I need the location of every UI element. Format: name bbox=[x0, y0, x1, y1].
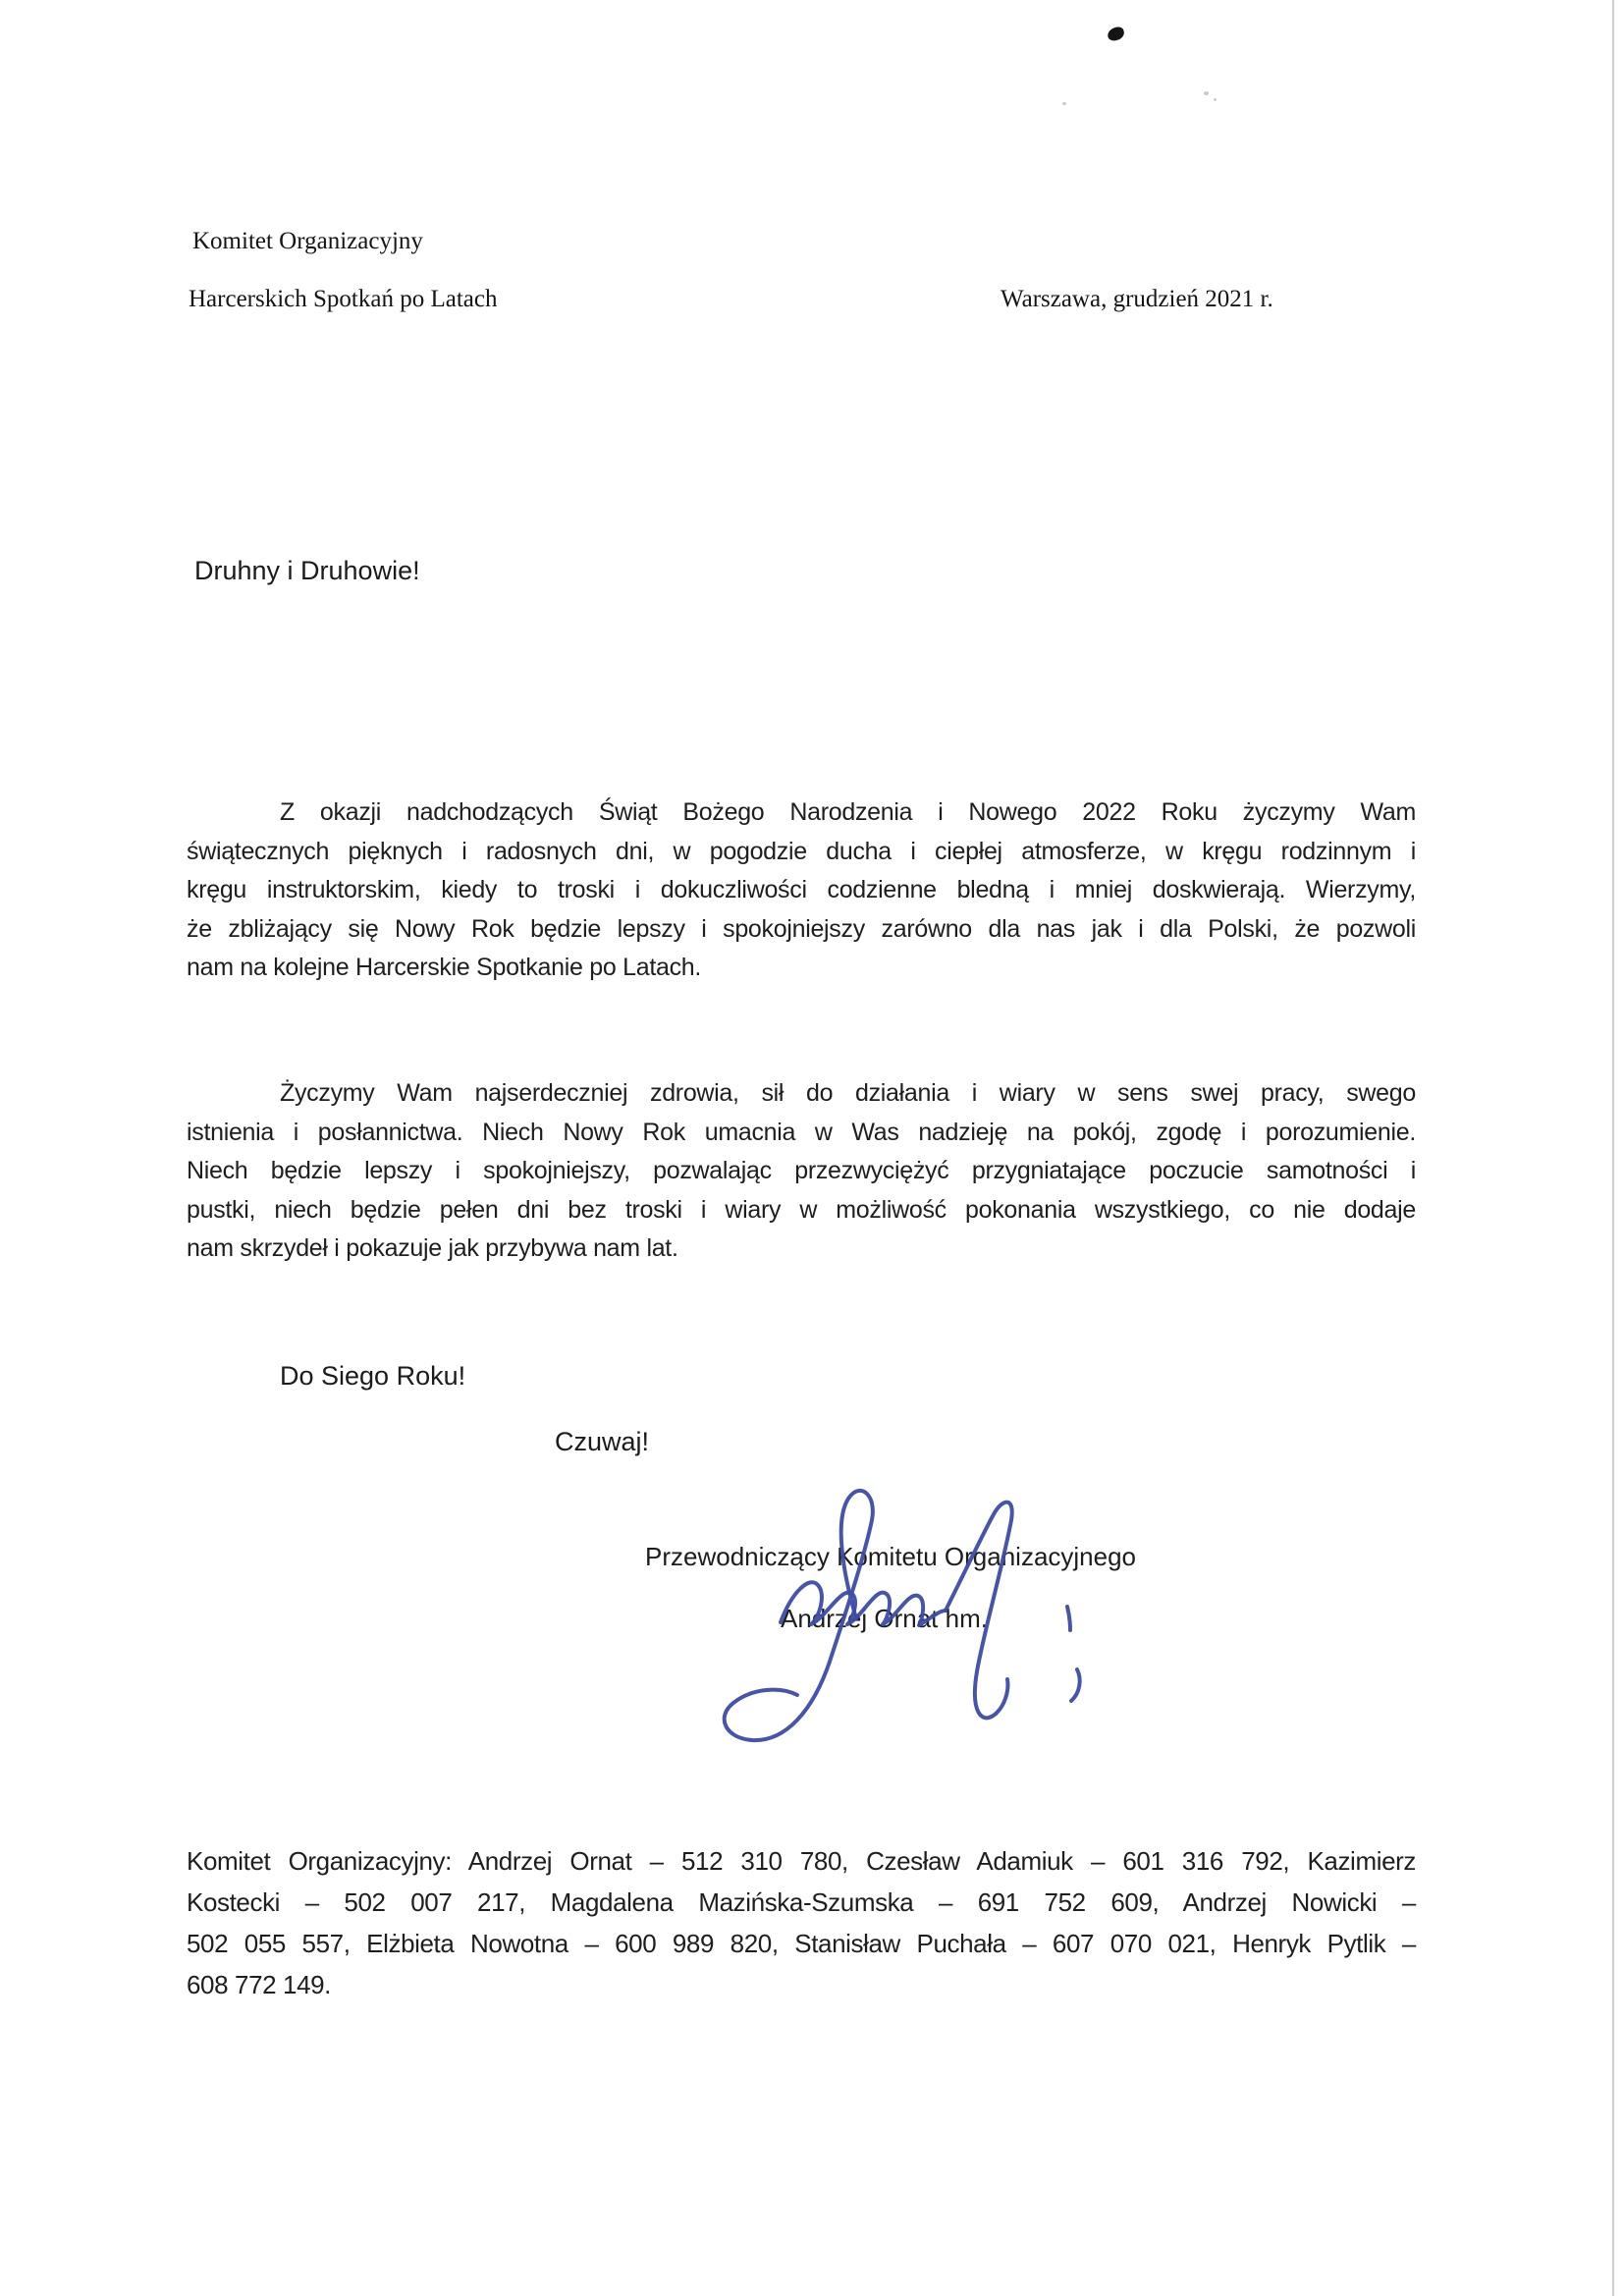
scan-dot bbox=[1214, 98, 1217, 101]
text-line: Niech będzie lepszy i spokojniejszy, pozwalając przezwyciężyć przygniatające poczucie samotności i bbox=[187, 1157, 1416, 1184]
sender-org-line1: Komitet Organizacyjny bbox=[192, 228, 423, 254]
text-line: Kostecki – 502 007 217, Magdalena Mazińska-Szumska – 691 752 609, Andrzej Nowicki – bbox=[187, 1887, 1416, 1917]
salutation: Druhny i Druhowie! bbox=[194, 556, 420, 585]
place-date: Warszawa, grudzień 2021 r. bbox=[1001, 286, 1273, 312]
scan-edge-line bbox=[1612, 0, 1614, 2296]
signature-stroke bbox=[781, 1582, 946, 1625]
signatory-name: Andrzej Ornat hm. bbox=[781, 1604, 988, 1633]
scan-dot bbox=[1062, 102, 1066, 105]
handwritten-signature bbox=[677, 1473, 1109, 1758]
text-line: że zbliżający się Nowy Rok będzie lepszy i spokojniejszy zarówno dla nas jak i dla Polski, że pozwoli bbox=[187, 914, 1416, 943]
text-line: 608 772 149. bbox=[187, 1970, 332, 1999]
sender-org-line2: Harcerskich Spotkań po Latach bbox=[189, 286, 498, 312]
signature-stroke bbox=[946, 1503, 1012, 1719]
text-line: Komitet Organizacyjny: Andrzej Ornat – 512 310 780, Czesław Adamiuk – 601 316 792, Kazimierz bbox=[187, 1846, 1416, 1876]
text-line: pustki, niech będzie pełen dni bez troski i wiary w możliwość pokonania wszystkiego, co nie dodaje bbox=[187, 1195, 1416, 1224]
text-line: nam skrzydeł i pokazuje jak przybywa nam lat. bbox=[187, 1234, 678, 1262]
signature-stroke bbox=[1067, 1607, 1070, 1630]
footer-contacts bbox=[187, 1840, 1416, 2005]
paragraph-holiday-wishes bbox=[187, 793, 1416, 988]
scan-speck bbox=[1107, 26, 1126, 42]
text-line: istnienia i posłannictwa. Niech Nowy Rok umacnia w Was nadzieję na pokój, zgodę i porozumienie. bbox=[187, 1118, 1416, 1146]
text-line: kręgu instruktorskim, kiedy to troski i dokuczliwości codzienne bledną i mniej doskwierają. Wierzymy, bbox=[187, 876, 1416, 903]
scan-dot bbox=[1204, 91, 1209, 95]
signatory-title: Przewodniczący Komitetu Organizacyjnego bbox=[645, 1542, 1137, 1571]
signature-stroke bbox=[1071, 1669, 1080, 1701]
signature-stroke bbox=[725, 1491, 873, 1740]
text-line: Z okazji nadchodzących Świąt Bożego Narodzenia i Nowego 2022 Roku życzymy Wam bbox=[280, 798, 1416, 826]
text-line: nam na kolejne Harcerskie Spotkanie po Latach. bbox=[187, 954, 702, 981]
closing-czuwaj: Czuwaj! bbox=[555, 1427, 650, 1456]
closing-do-siego-roku: Do Siego Roku! bbox=[280, 1361, 466, 1391]
text-line: Życzymy Wam najserdeczniej zdrowia, sił do działania i wiary w sens swej pracy, swego bbox=[280, 1079, 1416, 1107]
text-line: świątecznych pięknych i radosnych dni, w pogodzie ducha i ciepłej atmosferze, w kręgu rodzinnym i bbox=[187, 837, 1416, 865]
paragraph-new-year-wishes bbox=[187, 1074, 1416, 1269]
text-line: 502 055 557, Elżbieta Nowotna – 600 989 820, Stanisław Puchała – 607 070 021, Henryk Pytlik – bbox=[187, 1929, 1416, 1958]
